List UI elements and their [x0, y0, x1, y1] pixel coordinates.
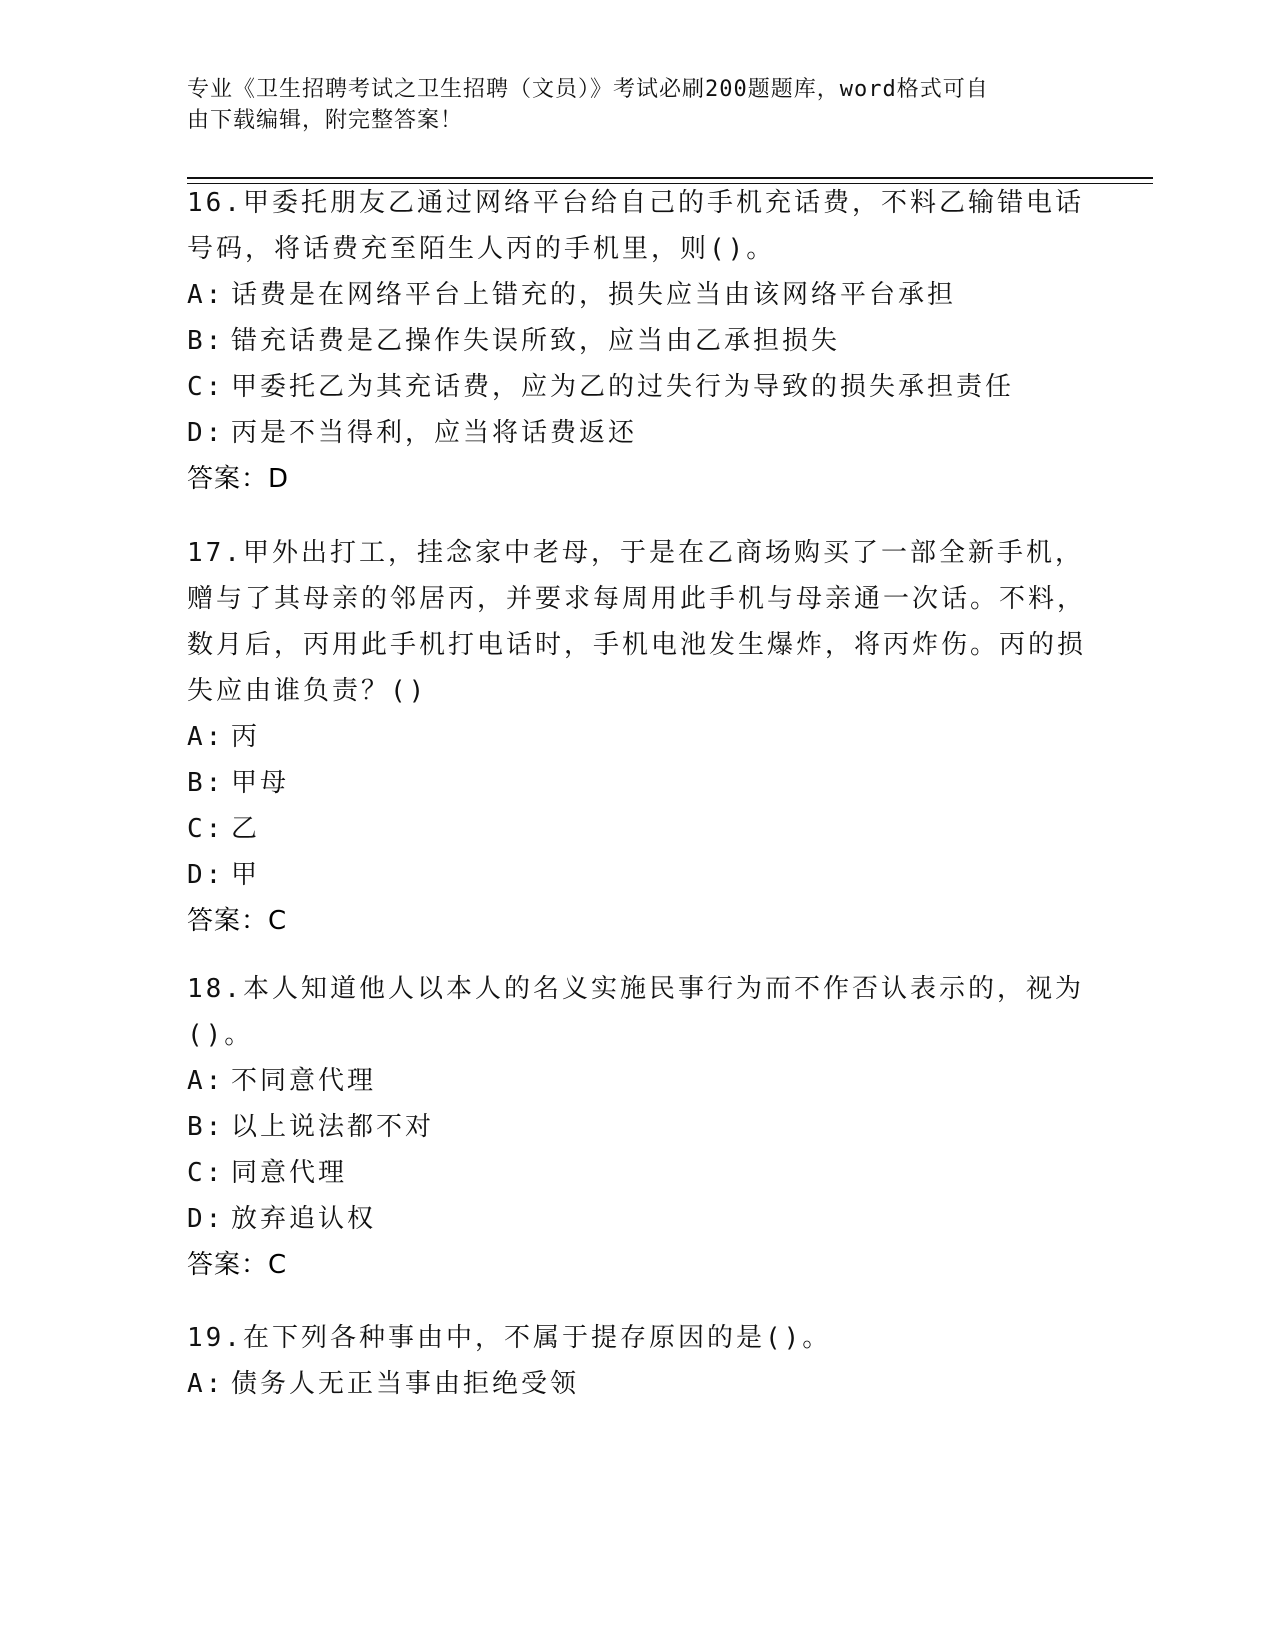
option-c — [187, 1150, 1087, 1196]
option-b — [187, 318, 1087, 364]
option-text: 甲 — [231, 860, 261, 890]
option-text: 不同意代理 — [231, 1066, 377, 1096]
option-a — [187, 714, 1087, 760]
option-letter: C: — [187, 372, 225, 402]
option-letter: A: — [187, 1369, 225, 1399]
option-text: 甲委托乙为其充话费，应为乙的过失行为导致的损失承担责任 — [231, 372, 1015, 402]
option-c — [187, 364, 1087, 410]
option-a — [187, 272, 1087, 318]
option-letter: C: — [187, 814, 225, 844]
option-text: 甲母 — [231, 768, 290, 798]
option-d — [187, 852, 1087, 898]
option-a — [187, 1058, 1087, 1104]
option-letter: D: — [187, 418, 225, 448]
option-letter: B: — [187, 768, 225, 798]
option-letter: B: — [187, 326, 225, 356]
option-b — [187, 760, 1087, 806]
question-18 — [187, 966, 1087, 1288]
option-c — [187, 806, 1087, 852]
option-text: 错充话费是乙操作失误所致，应当由乙承担损失 — [231, 326, 841, 356]
header-line-1: 专业《卫生招聘考试之卫生招聘（文员）》考试必刷200题题库，word格式可自 — [187, 77, 989, 102]
question-16 — [187, 180, 1087, 502]
option-b — [187, 1104, 1087, 1150]
option-letter: A: — [187, 722, 225, 752]
option-letter: A: — [187, 280, 225, 310]
answer: 答案：C — [187, 1250, 288, 1280]
option-d — [187, 410, 1087, 456]
option-letter: B: — [187, 1112, 225, 1142]
question-text: 19.在下列各种事由中，不属于提存原因的是()。 — [187, 1323, 832, 1353]
answer: 答案：C — [187, 906, 288, 936]
option-letter: A: — [187, 1066, 225, 1096]
header-divider-thick — [187, 177, 1153, 179]
question-19 — [187, 1315, 1087, 1407]
option-text: 丙 — [231, 722, 261, 752]
question-text: 18.本人知道他人以本人的名义实施民事行为而不作否认表示的，视为()。 — [187, 974, 1084, 1050]
option-text: 债务人无正当事由拒绝受领 — [231, 1369, 580, 1399]
option-d — [187, 1196, 1087, 1242]
option-text: 话费是在网络平台上错充的，损失应当由该网络平台承担 — [231, 280, 957, 310]
answer: 答案：D — [187, 464, 290, 494]
option-letter: D: — [187, 1204, 225, 1234]
option-text: 放弃追认权 — [231, 1204, 377, 1234]
question-text: 17.甲外出打工，挂念家中老母，于是在乙商场购买了一部全新手机，赠与了其母亲的邻居丙，并要求每周用此手机与母亲通一次话。不料，数月后，丙用此手机打电话时，手机电池发生爆炸，将丙炸伤。丙的损失应由谁负责？() — [187, 538, 1087, 706]
option-letter: C: — [187, 1158, 225, 1188]
option-a — [187, 1361, 1087, 1407]
question-text: 16.甲委托朋友乙通过网络平台给自己的手机充话费，不料乙输错电话号码，将话费充至陌生人丙的手机里，则()。 — [187, 188, 1084, 264]
option-text: 乙 — [231, 814, 261, 844]
document-header — [187, 74, 1067, 136]
option-text: 丙是不当得利，应当将话费返还 — [231, 418, 638, 448]
question-17 — [187, 530, 1087, 944]
option-text: 以上说法都不对 — [231, 1112, 435, 1142]
header-line-2: 由下载编辑，附完整答案！ — [187, 108, 464, 133]
option-text: 同意代理 — [231, 1158, 348, 1188]
option-letter: D: — [187, 860, 225, 890]
